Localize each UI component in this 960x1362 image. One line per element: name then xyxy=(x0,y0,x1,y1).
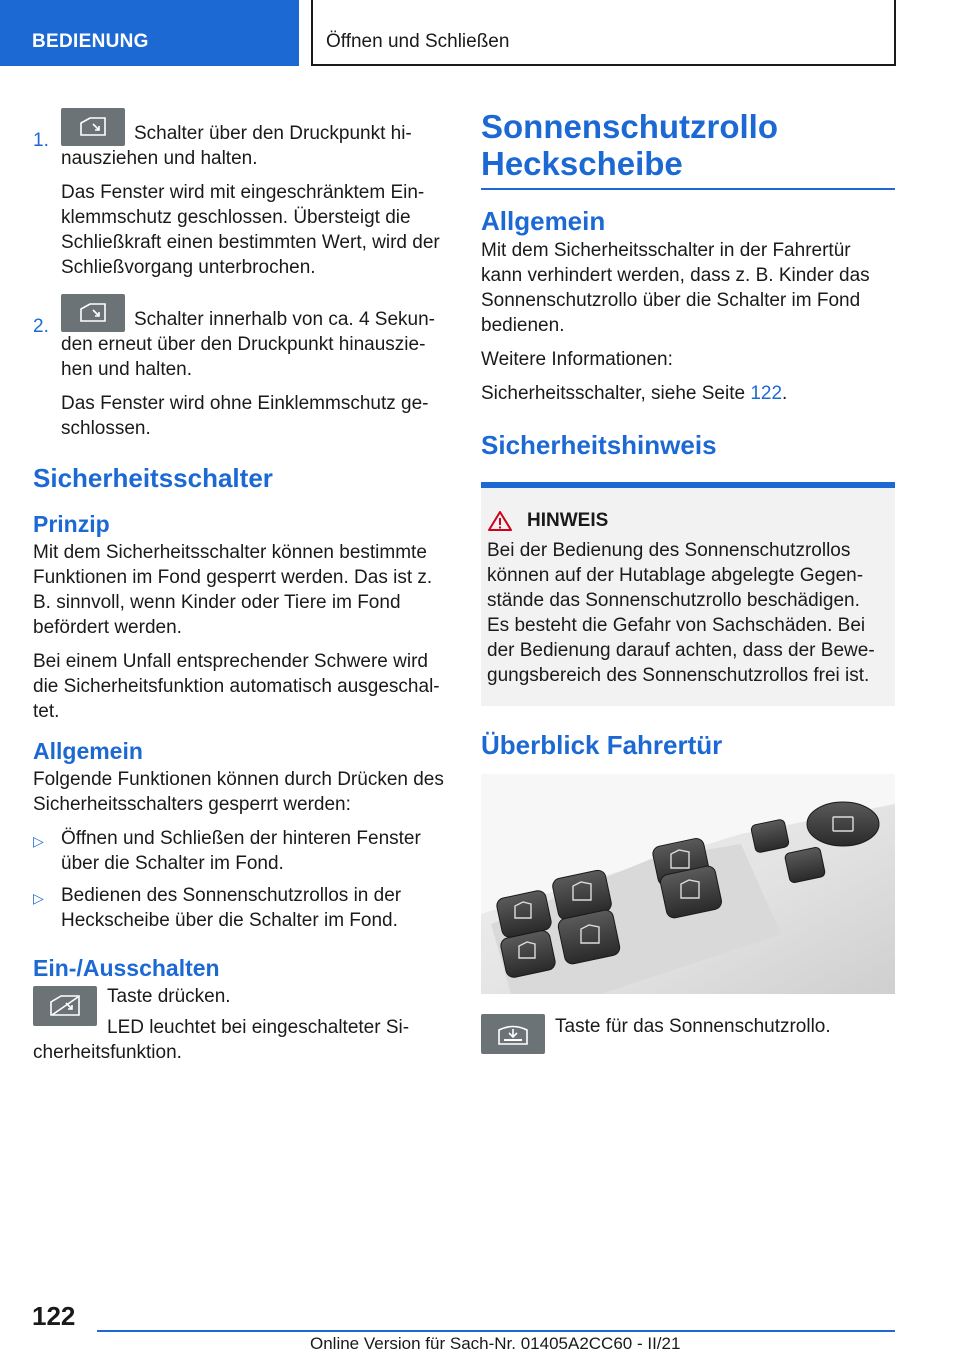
window-switch-icon xyxy=(61,294,125,332)
step-instruction-line xyxy=(61,108,447,146)
heading-on-off: Ein-/Ausschalten xyxy=(33,955,220,981)
header-bottom-border xyxy=(311,64,896,66)
step-text-continued: den erneut über den Druckpunkt hinauszie- hen und halten. xyxy=(61,334,426,380)
page-header xyxy=(0,0,960,66)
step-detail: Das Fenster wird ohne Einklemmschutz ge- schlossen. xyxy=(61,393,429,439)
general-paragraph: Mit dem Sicherheitsschalter in der Fahrertür kann verhindert werden, dass z. B. Kinder das Sonnenschutzrollo über die Schalter im Fond bedienen. xyxy=(481,240,870,336)
principle-paragraph-2: Bei einem Unfall entsprechender Schwere wird die Sicherheitsfunktion automatisch ausgeschal- tet. xyxy=(33,651,440,722)
step-text-continued: nausziehen und halten. xyxy=(61,148,258,169)
sunshade-caption: Taste für das Sonnenschutzrollo. xyxy=(555,1016,831,1037)
page-link[interactable]: 122 xyxy=(750,383,783,404)
list-item: ▷ Öffnen und Schließen der hinteren Fenster über die Schalter im Fond. xyxy=(33,828,421,874)
notice-text: Bei der Bedienung des Sonnenschutzrollos können auf der Hutablage abgelegte Gegen- stände das Sonnenschutzrollo beschädigen. Es besteht die Gefahr von Sachschäden. Bei der Bedienung darauf achten, dass der Bewe- gungsbereich des Sonnenschutzrollos frei ist. xyxy=(487,540,875,686)
right-column xyxy=(481,108,895,1054)
cross-reference: Sicherheitsschalter, siehe Seite 122. xyxy=(481,383,788,404)
heading-general: Allgemein xyxy=(481,206,606,236)
sunshade-icon xyxy=(481,1014,545,1054)
step-number: 2. xyxy=(33,316,49,337)
step-number: 1. xyxy=(33,130,49,151)
on-off-step: Taste drücken. xyxy=(107,986,231,1007)
step-text: Schalter innerhalb von ca. 4 Sekun- xyxy=(134,309,436,330)
section-label: BEDIENUNG xyxy=(0,0,299,66)
step-2 xyxy=(33,294,447,441)
page-number: 122 xyxy=(32,1301,76,1331)
principle-paragraph-1: Mit dem Sicherheitsschalter können bestimmte Funktionen im Fond gesperrt werden. Das ist z. B. sinnvoll, wenn Kinder oder Tiere im Fond befördert werden. xyxy=(33,542,433,638)
heading-rear-sunshade: Sonnenschutzrollo Heckscheibe xyxy=(481,108,778,182)
bullet-triangle-icon: ▷ xyxy=(33,890,44,906)
list-item: ▷ Bedienen des Sonnenschutzrollos in der Heckscheibe über die Schalter im Fond. xyxy=(33,885,402,931)
window-switch-icon xyxy=(61,108,125,146)
heading-general: Allgemein xyxy=(33,738,143,764)
bullet-triangle-icon: ▷ xyxy=(33,833,44,849)
heading-driver-door-overview: Überblick Fahrertür xyxy=(481,730,723,760)
on-off-led-note: LED leuchtet bei eingeschalteter Si- cherheitsfunktion. xyxy=(33,1017,410,1063)
header-divider xyxy=(311,0,313,66)
left-column xyxy=(33,108,447,1074)
general-paragraph: Folgende Funktionen können durch Drücken des Sicherheitsschalters gesperrt werden: xyxy=(33,769,444,815)
step-instruction-line xyxy=(61,294,447,332)
footer-rule xyxy=(97,1330,895,1332)
step-text: Schalter über den Druckpunkt hi- xyxy=(134,123,412,144)
heading-safety-note: Sicherheitshinweis xyxy=(481,430,717,460)
step-1 xyxy=(33,108,447,280)
warning-triangle-icon xyxy=(487,510,513,532)
notice-title: HINWEIS xyxy=(487,508,887,533)
heading-rule xyxy=(481,188,895,190)
locked-functions-list xyxy=(33,826,447,933)
more-info-label: Weitere Informationen: xyxy=(481,349,673,370)
footer-version-text: Online Version für Sach-Nr. 01405A2CC60 - II/21 xyxy=(310,1334,681,1353)
step-detail: Das Fenster wird mit eingeschränktem Ein- klemmschutz geschlossen. Übersteigt die Schließkraft einen bestimmten Wert, wird der Schließvorgang unterbrochen. xyxy=(61,182,440,278)
safety-switch-icon xyxy=(33,986,97,1026)
header-right-border xyxy=(894,0,896,66)
sunshade-button-row xyxy=(481,1014,895,1039)
notice-box xyxy=(481,482,895,706)
heading-safety-switch: Sicherheitsschalter xyxy=(33,463,273,493)
driver-door-switch-panel-photo xyxy=(481,774,895,994)
heading-principle: Prinzip xyxy=(33,511,110,537)
on-off-instruction xyxy=(33,984,447,1065)
chapter-title: Öffnen und Schließen xyxy=(326,31,510,52)
